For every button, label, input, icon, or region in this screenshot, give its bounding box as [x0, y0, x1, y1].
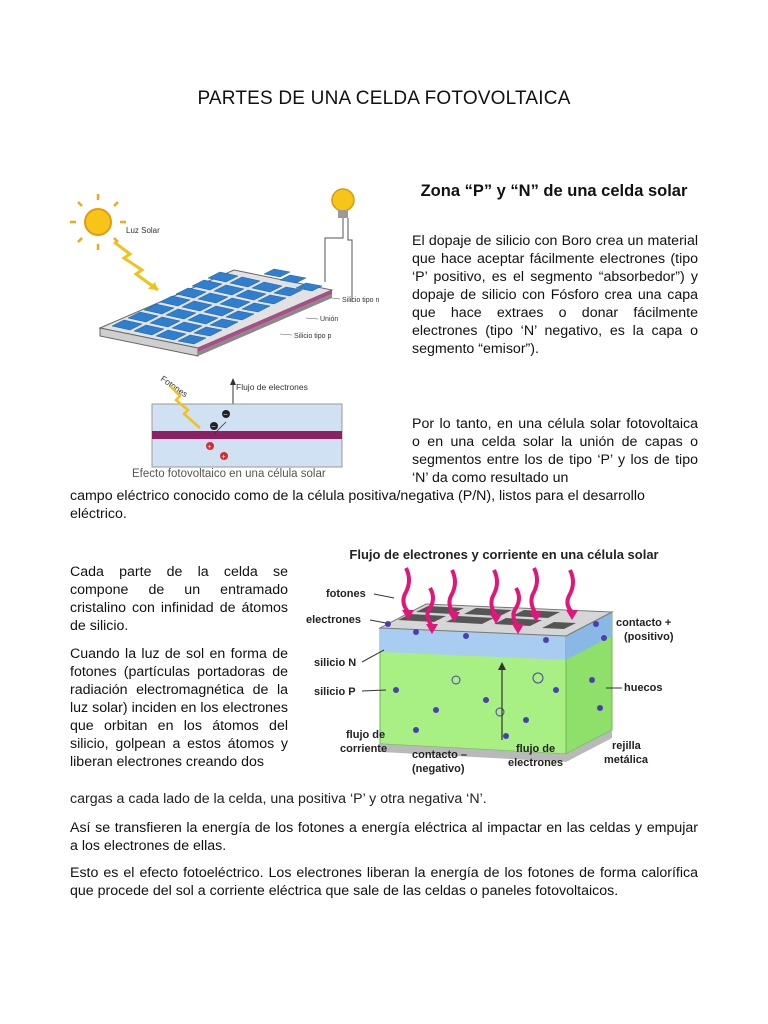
- flujo-corriente-label-1: flujo de: [346, 729, 386, 741]
- paragraph-fotones-start: Cuando la luz de sol en forma de fotones (partículas portadoras de radiación electromagnética de la luz solar) inciden en los electrones que orbitan en los átomos del silicio, golpean a estos átomos y liberan electrones creando dos: [70, 646, 288, 770]
- paragraph-union-start: Por lo tanto, en una célula solar fotovoltaica o en una celda solar la unión de capas o segmentos entre los de tipo ‘P’ y los de tipo ‘N’ da como resultado un: [412, 416, 698, 486]
- rejilla-label-2: metálica: [604, 754, 649, 766]
- section-subtitle: Zona “P” y “N” de una celda solar: [420, 182, 688, 200]
- union-label: Unión: [320, 316, 339, 323]
- silicio-n-label: Silicio tipo n: [342, 297, 380, 304]
- flujo-electrones-label-2: electrones: [508, 757, 564, 769]
- svg-text:–: –: [211, 423, 216, 431]
- svg-text:–: –: [223, 411, 228, 419]
- solar-panel-figure: [70, 178, 400, 358]
- silicio-p-label: silicio P: [314, 686, 356, 698]
- flow-figure-title: Flujo de electrones y corriente en una célula solar: [349, 547, 659, 562]
- paragraph-energia: Así se transfieren la energía de los fotones a energía eléctrica al impactar en las celdas y empujar a los electrones de ellas.: [70, 820, 698, 854]
- electron-flow-figure: [306, 540, 698, 785]
- contacto-positivo-label-1: contacto +: [616, 617, 672, 629]
- fotones-label: Fotones: [158, 373, 190, 400]
- contacto-positivo-label-2: (positivo): [624, 631, 674, 643]
- light-bulb-icon: [332, 189, 354, 218]
- paragraph-efecto-fotoelectrico: Esto es el efecto fotoeléctrico. Los electrones liberan la energía de los fotones de forma calorífica que procede del sol a corriente eléctrica que sale de las celdas o paneles fotovoltaicos.: [70, 865, 698, 899]
- pn-junction: [152, 431, 342, 439]
- svg-text:+: +: [207, 444, 212, 451]
- silicio-n-label: silicio N: [314, 657, 357, 669]
- paragraph-dopaje: El dopaje de silicio con Boro crea un material que hace aceptar fácilmente electrones (tipo ‘P’ positivo, es el segmento “absorbedor”) y dopaje de silicio con Fósforo crea una capa que hace extraes o donar fácilmente electrones (tipo ‘N’ negativo, es la capa o segmento “emisor”).: [412, 233, 698, 357]
- sun-icon: [70, 194, 126, 250]
- paragraph-union-end: campo eléctrico conocido como de la célula positiva/negativa (P/N), listos para el desarrollo eléctrico.: [70, 488, 645, 522]
- luz-solar-label: Luz Solar: [126, 226, 160, 235]
- fotones-label: fotones: [326, 588, 366, 600]
- paragraph-entramado: Cada parte de la celda se compone de un entramado cristalino con infinidad de átomos de silicio.: [70, 564, 288, 634]
- paragraph-fotones-end: cargas a cada lado de la celda, una positiva ‘P’ y otra negativa ‘N’.: [70, 791, 487, 807]
- contacto-negativo-label-2: (negativo): [412, 763, 465, 775]
- rejilla-label-1: rejilla: [612, 740, 641, 752]
- contacto-negativo-label-1: contacto –: [412, 749, 468, 761]
- silicio-p-label: Silicio tipo p: [294, 333, 332, 340]
- figure-caption: Efecto fotovoltaico en una célula solar: [132, 468, 326, 480]
- light-ray: [114, 242, 158, 290]
- huecos-label: huecos: [624, 682, 663, 694]
- electrones-label: electrones: [306, 614, 362, 626]
- svg-text:+: +: [221, 454, 226, 461]
- flujo-corriente-label-2: corriente: [340, 743, 388, 755]
- page-title: PARTES DE UNA CELDA FOTOVOLTAICA: [197, 88, 571, 109]
- pv-effect-figure: [130, 370, 345, 485]
- flujo-electrones-label-1: flujo de: [516, 743, 556, 755]
- flujo-electrones-label: Flujo de electrones: [236, 382, 308, 392]
